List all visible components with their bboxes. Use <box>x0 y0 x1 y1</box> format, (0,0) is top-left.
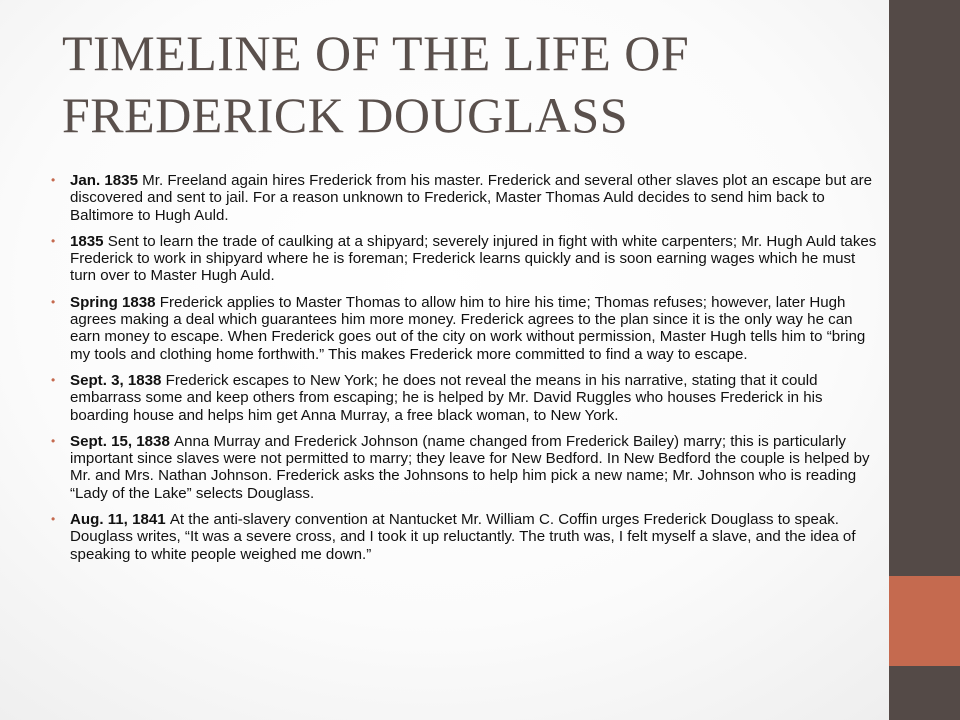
timeline-entry <box>51 372 881 424</box>
bullet-icon: • <box>51 233 56 248</box>
timeline-entry <box>51 233 881 285</box>
entry-date: Aug. 11, 1841 <box>70 511 170 529</box>
entry-date: Sept. 3, 1838 <box>70 371 166 389</box>
entry-text: Frederick escapes to New York; he does not reveal the means in his narrative, stating that it could embarrass some and keep others from escaping; he is helped by Mr. David Ruggles who houses Frederick in his boarding house and helps him get Anna Murray, a free black woman, to New York. <box>70 371 823 424</box>
slide-title <box>62 22 862 146</box>
bullet-icon: • <box>51 294 56 309</box>
bullet-icon: • <box>51 372 56 387</box>
slide-title-line-2: FREDERICK DOUGLASS <box>62 87 629 143</box>
timeline-entry <box>51 433 881 502</box>
entry-text: At the anti-slavery convention at Nantucket Mr. William C. Coffin urges Frederick Douglass to speak. Douglass writes, “It was a severe cross, and I took it up reluctantly. The truth was, I felt myself a slave, and the idea of speaking to white people weighed me down.” <box>70 511 856 563</box>
entry-text: Anna Murray and Frederick Johnson (name changed from Frederick Bailey) marry; this is particularly important since slaves were not permitted to marry; they leave for New Bedford. In New Bedford the couple is helped by Mr. and Mrs. Nathan Johnson. Frederick asks the Johnsons to help him pick a new name; Mr. Johnson who is reading “Lady of the Lake” selects Douglass. <box>70 432 870 502</box>
slide-title-line-1: TIMELINE OF THE LIFE OF <box>62 25 690 81</box>
bullet-icon: • <box>51 433 56 448</box>
entry-text: Mr. Freeland again hires Frederick from his master. Frederick and several other slaves plot an escape but are discovered and sent to jail. For a reason unknown to Frederick, Master Thomas Auld decides to send him back to Baltimore to Hugh Auld. <box>70 172 873 224</box>
entry-text: Frederick applies to Master Thomas to allow him to hire his time; Thomas refuses; however, later Hugh agrees making a deal which guarantees him more money. Frederick agrees to the plan since it is the only way he can earn money to escape. When Frederick goes out of the city on work without permission, Master Hugh tells him to “bring my tools and clothing home forthwith.” This makes Frederick more committed to find a way to escape. <box>70 293 866 363</box>
timeline-list <box>51 172 881 572</box>
entry-date: Jan. 1835 <box>70 172 143 189</box>
bullet-icon: • <box>51 173 56 187</box>
entry-date: Spring 1838 <box>70 293 160 311</box>
timeline-entry <box>51 172 881 224</box>
timeline-entry <box>51 294 881 363</box>
timeline-entry <box>51 511 881 563</box>
bullet-icon: • <box>51 512 56 527</box>
sidebar-accent-block <box>889 576 960 666</box>
entry-date: 1835 <box>70 232 108 250</box>
entry-text: Sent to learn the trade of caulking at a shipyard; severely injured in fight with white carpenters; Mr. Hugh Auld takes Frederick to work in shipyard where he is foreman; Frederick learns quickly and is soon earning wages which he must turn over to Master Hugh Auld. <box>70 232 877 285</box>
entry-date: Sept. 15, 1838 <box>70 432 175 450</box>
